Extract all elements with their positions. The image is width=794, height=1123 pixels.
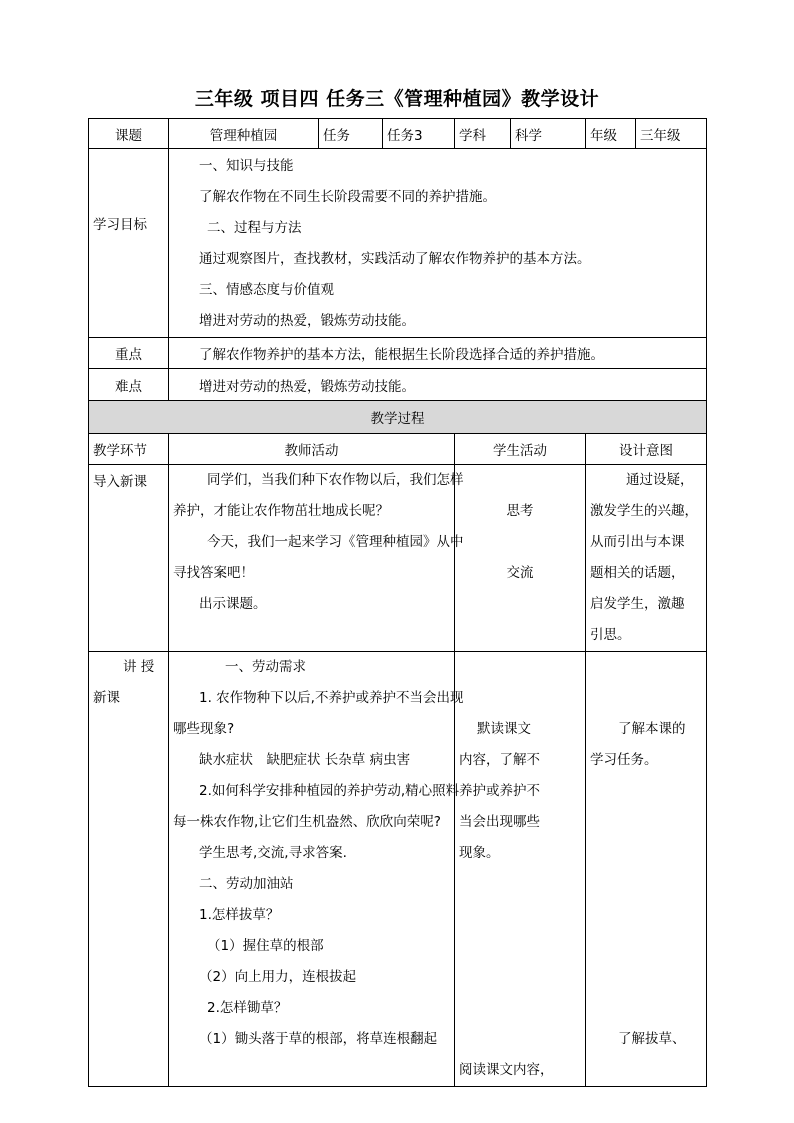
new-lesson-teacher-line: 学生思考,交流,寻求答案. <box>199 845 347 861</box>
new-lesson-teacher-line: 一、劳动需求 <box>225 659 306 675</box>
objective-line: 通过观察图片，查找教材，实践活动了解农作物养护的基本方法。 <box>199 251 591 267</box>
intro-teacher-line: 寻找答案吧！ <box>173 565 254 581</box>
new-lesson-student-line: 内容，了解不 <box>459 752 540 768</box>
new-lesson-teacher-line: 二、劳动加油站 <box>199 876 294 892</box>
new-lesson-row <box>89 652 707 1087</box>
new-lesson-intent <box>586 652 707 1087</box>
difficulty-row <box>89 369 707 401</box>
intro-intent-line: 激发学生的兴趣， <box>590 503 698 519</box>
objective-line: 二、过程与方法 <box>207 220 302 236</box>
objective-line: 增进对劳动的热爱，锻炼劳动技能。 <box>199 313 415 329</box>
new-lesson-teacher-line: 1.怎样拔草？ <box>199 907 280 923</box>
new-lesson-stage-line: 新课 <box>93 690 120 706</box>
process-columns-row <box>89 434 707 465</box>
value-grade: 三年级 <box>636 119 707 149</box>
new-lesson-teacher-line: 1. 农作物种下以后,不养护或养护不当会出现 <box>199 690 464 706</box>
header-row <box>89 119 707 149</box>
intro-student-line: 交流 <box>506 565 534 581</box>
label-task: 任务 <box>319 119 383 149</box>
col-student: 学生活动 <box>455 434 586 465</box>
label-topic: 课题 <box>89 119 169 149</box>
new-lesson-teacher <box>169 652 464 1087</box>
col-teacher: 教师活动 <box>169 434 455 465</box>
new-lesson-teacher-line: （1）锄头落于草的根部，将草连根翻起 <box>199 1031 438 1047</box>
objectives-label: 学习目标 <box>89 149 169 338</box>
key-point-label: 重点 <box>89 338 169 369</box>
objectives-row <box>89 149 707 338</box>
col-intent: 设计意图 <box>586 434 707 465</box>
lesson-plan-table <box>88 118 707 1087</box>
value-subject: 科学 <box>511 119 586 149</box>
intro-intent-line: 通过设疑， <box>626 472 694 488</box>
new-lesson-student-line: 养护或养护不 <box>459 783 540 799</box>
process-header-row <box>89 401 707 434</box>
new-lesson-teacher-line: （2）向上用力，连根拔起 <box>199 969 357 985</box>
objective-line: 一、知识与技能 <box>199 158 294 174</box>
new-lesson-teacher-line: 哪些现象? <box>173 721 235 737</box>
objectives-content <box>169 149 707 338</box>
objective-line: 了解农作物在不同生长阶段需要不同的养护措施。 <box>199 189 496 205</box>
process-header: 教学过程 <box>89 401 707 434</box>
label-grade: 年级 <box>586 119 636 149</box>
difficulty-text: 增进对劳动的热爱，锻炼劳动技能。 <box>169 369 707 401</box>
intro-student-line: 思考 <box>506 503 534 519</box>
intro-stage <box>89 465 169 652</box>
intro-teacher-line: 养护，才能让农作物茁壮地成长呢？ <box>173 503 389 519</box>
key-point-text: 了解农作物养护的基本方法，能根据生长阶段选择合适的养护措施。 <box>169 338 707 369</box>
intro-row <box>89 465 707 652</box>
new-lesson-teacher-line: （1）握住草的根部 <box>207 938 324 954</box>
new-lesson-intent-line: 学习任务。 <box>590 752 658 768</box>
value-topic: 管理种植园 <box>169 119 319 149</box>
new-lesson-student-line: 当会出现哪些 <box>459 814 540 830</box>
new-lesson-intent-line: 了解本课的 <box>618 721 686 737</box>
new-lesson-student-line: 阅读课文内容， <box>459 1062 554 1078</box>
new-lesson-intent-line: 了解拔草、 <box>618 1031 686 1047</box>
new-lesson-teacher-line: 2.怎样锄草？ <box>207 1000 288 1016</box>
new-lesson-teacher-line: 2.如何科学安排种植园的养护劳动,精心照料 <box>199 783 460 799</box>
intro-intent-line: 题相关的话题， <box>590 565 685 581</box>
intro-intent-line: 引思。 <box>590 627 631 643</box>
value-task: 任务3 <box>383 119 455 149</box>
new-lesson-student-line: 现象。 <box>459 845 500 861</box>
new-lesson-stage <box>89 652 169 1087</box>
col-stage: 教学环节 <box>89 434 169 465</box>
intro-student <box>455 465 586 652</box>
new-lesson-student-line: 默读课文 <box>477 721 531 737</box>
intro-teacher <box>169 465 464 652</box>
intro-stage-label: 导入新课 <box>93 474 147 490</box>
new-lesson-teacher-line: 每一株农作物,让它们生机盎然、欣欣向荣呢? <box>173 814 441 830</box>
difficulty-label: 难点 <box>89 369 169 401</box>
intro-intent-line: 从而引出与本课 <box>590 534 685 550</box>
new-lesson-student <box>455 652 586 1087</box>
new-lesson-teacher-line: 缺水症状 缺肥症状 长杂草 病虫害 <box>199 752 411 768</box>
intro-teacher-line: 同学们，当我们种下农作物以后，我们怎样 <box>207 472 464 488</box>
intro-teacher-line: 出示课题。 <box>199 596 267 612</box>
intro-intent-line: 启发学生，激趣 <box>590 596 685 612</box>
new-lesson-stage-line: 讲 授 <box>123 659 155 675</box>
label-subject: 学科 <box>455 119 511 149</box>
intro-intent <box>586 465 707 652</box>
objective-line: 三、情感态度与价值观 <box>199 282 334 298</box>
key-point-row <box>89 338 707 369</box>
intro-teacher-line: 今天，我们一起来学习《管理种植园》从中 <box>207 534 464 550</box>
page-title: 三年级 项目四 任务三《管理种植园》教学设计 <box>194 88 600 110</box>
